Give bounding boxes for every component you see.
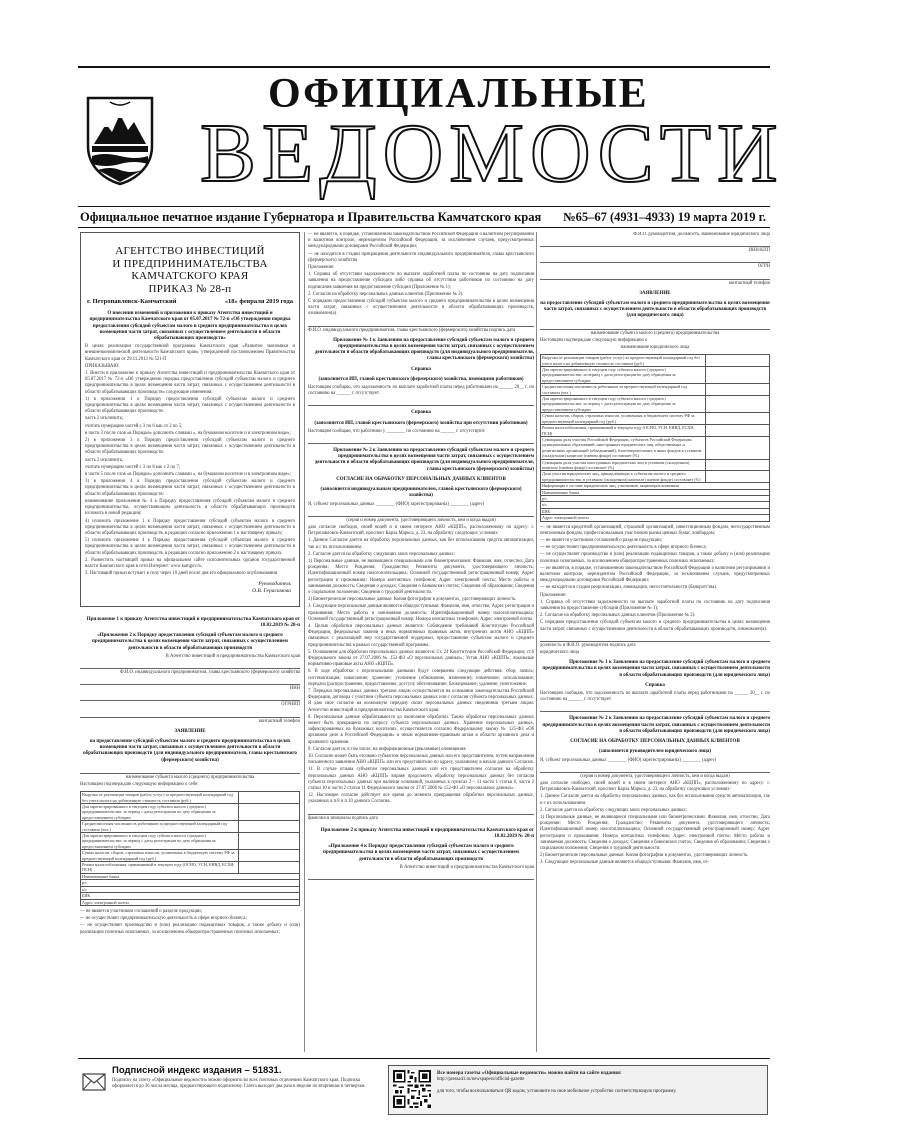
order-signature [89,581,291,593]
table-row [541,384,770,396]
col3-field: контактный телефон [728,280,770,286]
fill-line [308,319,534,327]
fill-line [80,661,300,669]
col2-paragraph: Приложение: [308,265,335,271]
annex1-title-sub: на предоставление субсидий субъектам малого и среднего предпринимательства в целях возмещения части затрат, связанных с осуществлением деятельности в области обрабатывающих производств (для индивидуального предпринимателя, главы крестьянского (фермерского) хозяйства) [83,738,297,763]
order-paragraph: считать нумерацию частей с 3 по 8 как с 2 по 7; [85,464,181,470]
table-row [81,792,300,804]
kamchatka-crest-icon [84,94,156,186]
consent-paragraph: Я, субъект персональных данных ________ (ФИО) зарегистрирован(а) ________ (адрес) [308,501,485,507]
signer-title: Руководитель [258,581,291,588]
table-row [541,471,770,483]
col2-spravka1-text: Настоящим сообщаю, что задолженность по выплате заработной платы перед работниками на ______ 20__ г. по состоянию на ______ г. отсутствует. [308,385,534,397]
table-row [81,862,300,874]
masthead-title-line2: ВЕДОМОСТИ [200,107,784,200]
table-cell: Доля участия юридических лиц, принадлежащих к субъектам малого и среднего предпринимательства, в уставном (складочном) капитале (паевом фонде) составляет (%) [541,471,706,483]
table-cell: Наименование банка [541,489,770,495]
order-paragraph: 3) в приложении 4 к Порядку предоставления субсидий субъектам малого и среднего предпринимательства в целях возмещения части затрат, связанных с осуществлением деятельности в области обрабатывающих производств: [85,479,295,497]
table-row [541,436,770,459]
subscription-text: Подписку на газету «Официальные ведомости» можно оформить во всех почтовых отделениях Камчатского края. Подписка оформляется до 26 числа месяца, предшествующего подписному. Газета выходит два раза в неделю по вторникам и четвергам. [112,1078,366,1089]
qr-instruction: для того, чтобы воспользоваться QR кодом, установите на свое мобильное устройство соответствующую программу. [437,1089,677,1094]
masthead-subbar [78,206,770,228]
table-value-cell [238,862,299,874]
table-cell: Сумма налогов, сборов, страховых взносов, уплаченных в бюджетную систему РФ за предшествующий календарный год (руб.) [81,850,239,862]
table-cell: р/с [541,495,770,501]
signer-name: О.В. Герасимова [252,587,291,594]
order-paragraph: часть 2 исключить; [85,416,124,422]
fill-line [540,239,770,247]
table-cell: Среднесписочная численность работников за предшествующий календарный год составила (чел.) [541,384,706,396]
order-paragraph: В целях реализации государственной программы Камчатского края «Развитие экономики и внешнеэкономической деятельности Камчатского края», утвержденной постановлением Правительства Камчатского края от 29.11.2013 № 521-П [85,344,295,362]
annex1-name-hint: наименование субъекта малого (среднего) предпринимательства [125,774,255,780]
order-paragraph: наименование приложения № 4 к Порядку предоставления субсидий субъектам малого и среднего предпринимательства, осуществляющим деятельность в области обрабатывающих производств изложить в новой редакции; [85,498,295,517]
table-cell: Сумма налогов, сборов, страховых взносов, уплаченных в бюджетную систему РФ за предшествующий календарный год (руб.) [541,413,706,425]
table-value-cell [705,355,769,367]
col2-spravka2-sub: (заполняется ИП, главой крестьянского (фермерского) хозяйства при отсутствии работников) [314,420,528,426]
consent-paragraph: 2) Биометрические персональные данные: Копия фотографии в документах, удостоверяющих личность. [308,597,517,603]
consent-paragraph: Я, субъект персональных данных ________ (ФИО) зарегистрирован(а) ________ (адрес) [540,757,717,763]
consent-paragraph: 9. Согласие дается, в том числе, на информационные (рекламные) оповещения. [308,746,467,752]
subscription-info [78,1065,378,1115]
table-cell: Выручка от реализации товаров (работ, услуг) за предшествующий календарный год без учета налога на добавленную стоимость составила (руб.) [541,355,706,367]
consent-paragraph: 2. Согласие дается на обработку следующих моих персональных данных: [540,807,688,813]
col3-after-paragraph: — не осуществляет предпринимательскую деятельность в сфере игорного бизнеса; [540,545,707,551]
order-paragraph: 4) изложить приложение 1 к Порядку предоставления субсидий субъектам малого и среднего предпринимательства в целях возмещения части затрат, связанных с осуществлением деятельности в области обрабатывающих производств, в редакции согласно приложению 1 к настоящему приказу; [85,518,295,536]
consent-paragraph: даю согласие свободно, своей волей и в своем интересе АНО «КЦПП», расположенному по адресу: г. Петропавловск-Камчатский, проспект Карла Маркса, д. 23, на обработку следующих условиях: [308,524,534,537]
col3-after-paragraph: — не осуществляет производство и (или) реализацию подакцизных товаров, а также добычу и (или) реализацию полезных ископаемых, за исключением общераспространенных полезных ископаемых; [540,552,770,564]
table-value-cell [705,471,769,483]
fill-line [80,710,300,718]
table-cell: Наименование банка [81,873,300,879]
consent-paragraph: 10. Согласие может быть отозвано субъектом персональных данных или его представителем, путем направления письменного заявления АНО «КЦПП» или его представителю по адресу, указанному в начале данного Согласия. [308,754,534,766]
col3-title: ЗАЯВЛЕНИЕ [639,290,671,296]
table-row [541,396,770,413]
order-city: г. Петропавловск-Камчатский [87,298,177,305]
col3-after-paragraph: — не является участником соглашений о разделе продукции; [540,538,662,544]
col3-confirm-hint: наименование юридического лица [620,345,690,351]
agency-line2: И ПРЕДПРИНИМАТЕЛЬСТВА [112,257,268,270]
col3-field: Ф.И.О. руководителя, должность, наименование юридического лица [633,232,770,237]
col3-after-paragraph: — не находится в стадии реорганизации, ликвидации, несостоятельности (банкротства). [540,585,718,591]
table-value-cell [238,821,299,833]
table-row [81,833,300,850]
annex1-addressee: В Агентство инвестиций и предпринимательства Камчатского края [165,653,300,659]
col3-title-sub: на предоставление субсидий субъектам малого и среднего предпринимательства в целях возмещения части затрат, связанных с осуществлением деятельности в области обрабатывающих производств (для юридического лица) [540,301,770,319]
page-footer [78,1058,770,1119]
annex1-title: ЗАЯВЛЕНИЕ [174,728,206,734]
col3-after-paragraph: Приложение: [540,592,567,598]
order-number: ПРИКАЗ № 28-п [148,282,232,295]
col3-info-table [540,354,770,521]
masthead-title-line1: ОФИЦИАЛЬНЫЕ [268,71,649,117]
consent-paragraph: 1) Персональные данные, не являющиеся специальными или биометрическими: Фамилия, имя, отчество; Дата рождения; Место Рождения; Гражданство; Реквизиты документа, удостоверяющего личность; Идентификационный номер налогоплательщика; Основной государственный регистрационный номер; Адрес регистрации и проживания; Номера контактных телефонов; Адрес электронной почты; Место работы и занимаемая должность; Сведения о доходах; Сведения о банковских счетах; Сведения об образовании; Сведения о социальном положении; Сведения о трудовой деятельности. [308,558,534,595]
consent-paragraph: 5. Основанием для обработки персональных данных являются: Ст. 24 Конституции Российской Федерации; ст.6 Федерального закона от 27.07.2006 № 152-ФЗ «О персональных данных»; Устав АНО «КЦПП»; локальные нормативно-правовые акты АНО «КЦПП». [308,649,534,668]
col3-after-paragraph: 1. Справка об отсутствии задолженности по выплате заработной платы по состоянию на дату подписания заявления на предоставление субсидии (Приложение № 1); [540,599,770,612]
agency-line3: КАМЧАТСКОГО КРАЯ [131,270,249,282]
table-row [81,804,300,821]
column-divider [536,232,537,1052]
table-cell: Для зарегистрированного в текущем году субъекта малого (среднего) предпринимательства: за период с даты регистрации по дату обращения за предоставлением субсидии [81,804,239,821]
consent-paragraph: (серия и номер документа, удостоверяющего личность, кем и когда выдан) [580,773,730,779]
consent-paragraph: даю согласие свободно, своей волей и в своем интересе АНО «КЦПП», расположенному по адресу: г. Петропавловск-Камчатский, проспект Карла Маркса, д. 23, на обработку следующих условиях: [540,780,770,793]
col2-consent-sign: фамилия и инициалы подпись дата [308,815,378,821]
table-cell: к/с [81,886,300,892]
annex1-field-inn: ИНН [289,686,300,692]
table-row [541,515,770,521]
city-date-row [87,299,293,305]
col2-consent-sub: (заполняется индивидуальным предпринимателем, главой крестьянского (фермерского) хозяйства) [320,487,522,499]
col3-app2-header: Приложение № 2 к Заявлению на предоставление субсидий субъектам малого и среднего предпринимательства в целях возмещения части затрат, связанных с осуществлением деятельности в области обрабатывающих производств (для юридического лица) [542,716,770,734]
agency-header [85,245,295,295]
col2-app2-header: Приложение № 2 к Заявлению на предоставление субсидий субъектам малого и среднего предпринимательства в целях возмещения части затрат, связанных с осуществлением деятельности в области обрабатывающих производств (для индивидуального предпринимателя, главы крестьянского (фермерского) хозяйства) [314,448,534,472]
fill-line [308,436,534,444]
annex1-subheader: «Приложение 2 к Порядку предоставления субсидий субъектам малого и среднего предпринимательства в целях возмещения части затрат, связанных с осуществлением деятельности в области обрабатывающих производств [92,633,288,651]
table-cell: БИК [81,893,300,899]
website-title: Все номера газеты «Официальные ведомости» можно найти на сайте издания: [437,1070,622,1076]
consent-paragraph: 3. Следующие персональные данные являются общедоступными: Фамилия, имя, отчество; Адрес регистрации и проживания; Место работы и занимаемая должность; Идентификационный номер налогоплательщика; Основной государственный регистрационный номер; Номера контактных телефонов; Адрес электронной почты. [308,604,534,622]
website-url[interactable]: http://pressa41.ru/newspapers/official-gazette [437,1077,525,1082]
consent-paragraph: 3. Следующие персональные данные являются общедоступными: Фамилия, имя, от- [540,860,709,866]
consent-paragraph: 7. Передача персональных данных третьим лицам осуществляется на основании законодательства Российской Федерации, договора с участием субъекта персональных данных или с согласия субъекта персональных данных. Я даю свое согласие на возможную передачу своих персональных данных сведениями третьим лицам: Агентство инвестиций и предпринимательства Камчатского края. [308,688,534,713]
table-row [541,355,770,367]
table-cell: БИК [541,508,770,514]
column-1 [80,232,300,1052]
consent-paragraph: 8. Персональные данные обрабатываются до окончания обработки. Также обработка персональных данных может быть прекращена по запросу субъекта персональных данных. Хранение персональных данных, зафиксированных на бумажных носителях, осуществляется согласно Федеральному закону № 125-ФЗ «Об архивном деле в Российской Федерации» и иным нормативно-правовым актам в области архивного дела и архивного хранения. [308,714,534,745]
col3-field: ОГРН [757,264,770,270]
annex1-field-phone: контактный телефон [258,718,300,724]
table-value-cell [238,850,299,862]
order-box [80,232,300,607]
col3-sign-row: должность и Ф.И.О. руководителя подпись дата [540,642,636,648]
order-paragraph: ПРИКАЗЫВАЮ: [85,363,120,369]
consent-paragraph: 4. Целью обработки персональных данных является: Соблюдение требований Конституции Российской Федерации, федеральных законов и иных нормативных правовых актов, внутренних актов АНО «КЦПП» связанных с реализацией мер государственной поддержки, предоставление субъектам малого и среднего предпринимательства в рамках государственной программы. [308,623,534,648]
col3-confirm: Настоящим подтверждаю следующую информацию о [540,337,648,343]
agency-line1: АГЕНТСТВО ИНВЕСТИЦИЙ [115,245,265,257]
annex2-subheader: «Приложение 4 к Порядку предоставления субсидий субъектам малого и среднего предпринимательства в целях возмещения части затрат, связанных с осуществлением деятельности в области обрабатывающих производств [323,844,519,862]
masthead-subtitle: Официальное печатное издание Губернатора и Правительства Камчатского края [80,210,542,224]
order-paragraph: часть 2 исключить; [85,457,124,463]
order-paragraph: 3. Настоящий приказ вступает в силу через 10 дней после дня его официального опубликования. [85,571,279,577]
annex2-header: Приложение 2 к приказу Агентства инвестиций и предпринимательства Камчатского края от 18.02.2019 № 28-п [320,827,534,840]
table-value-cell [238,804,299,821]
table-cell: Для зарегистрированного в текущем году субъекта малого (среднего) предпринимательства: за период с даты регистрации по дату обращения за предоставлением субсидии [81,833,239,850]
order-paragraph: в части 3 после слов «в Порядке» дополнить словами «, на бумажном носителе и в электронном виде»; [85,430,291,436]
table-value-cell [705,367,769,384]
col2-paragraph: С порядком предоставления субсидий субъектам малого и среднего предпринимательства в целях возмещения части затрат, связанных с осуществлением деятельности в области обрабатывающих производств, ознакомлен(а). [308,299,534,317]
fill-line [80,677,300,685]
issue-number-date: №65–67 (4931–4933) 19 марта 2019 г. [563,210,766,224]
fill-line [540,272,770,280]
consent-paragraph: 6. В ходе обработки с персональными данными будут совершены следующие действия: сбор; запись; систематизация; накопление; хранение; уточнение (обновление, изменение); извлечение; использование; передача (распространение, предоставление, доступ); обезличивание; блокирование; удаление; уничтожение. [308,669,534,687]
col3-sign-row2: юридического лица [540,650,580,656]
col2-spravka2-text: Настоящим сообщаю, что работники у ________ по состоянию на ______ г. отсутствуют. [308,428,486,434]
col3-consent-title: СОГЛАСИЕ НА ОБРАБОТКУ ПЕРСОНАЛЬНЫХ ДАННЫХ КЛИЕНТОВ [570,739,740,745]
consent-paragraph: 11. В случае отзыва субъектом персональных данных или его представителем согласия на обработку персональных данных АНО «КЦПП» вправе продолжить обработку персональных данных без согласия субъекта персональных данных при наличии оснований, указанных в пунктах 2 – 11 части 1 статьи 6, части 2 статьи 10 и части 2 статьи 11 Федерального закона от 27.07.2006 № 152-ФЗ «О персональных данных». [308,767,534,792]
fill-line [308,807,534,815]
fill-line [80,766,300,774]
consent-paragraph: 1. Данное Согласие дается на обработку персональных данных, как без использования средств автоматизации, так и с их использованием. [308,538,534,550]
annex1-info-table [80,791,300,906]
table-cell: Выручка от реализации товаров (работ, услуг) за предшествующий календарный год без учета налога на добавленную стоимость составила (руб.) [81,792,239,804]
table-row [81,899,300,905]
subscription-index: Подписной индекс издания – 51831. [112,1065,282,1076]
table-row [81,850,300,862]
table-row [541,459,770,471]
consent-paragraph: 2) Биометрические персональные данные: Копия фотографии в документах, удостоверяющих личность. [540,853,749,859]
consent-paragraph: 12. Настоящее согласие действует все время до момента прекращения обработки персональных данных, указанных в п.8 и п.10 данного Согласия. [308,793,534,805]
fill-line [540,322,770,330]
col3-field: ИНН/КПП [748,248,770,254]
fill-line [308,509,534,517]
order-date: «18» февраля 2019 года [224,298,293,305]
col2-spravka1-sub: (заполняется ИП, главой крестьянского (фермерского) хозяйства, имеющими работников) [318,376,524,382]
annex1-field-ogrnip: ОГРНИП [281,702,300,708]
table-row [541,367,770,384]
consent-paragraph: 1) Персональные данные, не являющиеся специальными или биометрическими: Фамилия, имя, отчество; Дата рождения; Место Рождения; Гражданство; Реквизиты документа, удостоверяющего личность; Идентификационный номер налогоплательщика; Основной государственный регистрационный номер; Адрес регистрации и проживания; Номера контактных телефонов; Адрес электронной почты; Место работы и занимаемая должность; Сведения о доходах; Сведения о банковских счетах; Сведения об образовании; Сведения о социальном положении; Сведения о трудовой деятельности. [540,814,770,851]
col2-sign-row: Ф.И.О. индивидуального предпринимателя, главы крестьянского (фермерского) хозяйства подпись дата [308,327,516,333]
order-paragraph: в части 5 после слов «в Порядке» дополнить словами «, на бумажном носителе и в электронном виде»; [85,472,291,478]
col2-paragraph: — не находится в стадии прекращения деятельности индивидуального предпринимателя, главы крестьянского (фермерского) хозяйства [308,251,534,263]
table-cell: Суммарная доля участия иностранных юридических лиц в уставном (складочном) капитале (паевом фонде) составляет (%) [541,459,706,471]
consent-paragraph: (серия и номер документа, удостоверяющего личность, кем и когда выдан) [346,517,496,523]
order-paragraph: 1. Внести в приложение к приказу Агентства инвестиций и предпринимательства Камчатского края от 05.07.2017 № 72-п «Об утверждении порядка предоставления субсидий субъектам малого и среднего предпринимательства в целях возмещения части затрат, связанных с осуществлением деятельности в области обрабатывающих производств» следующие изменения: [85,371,295,395]
table-value-cell [705,384,769,396]
consent-paragraph: 1. Данное Согласие дается на обработку персональных данных, как без использования средств автоматизации, так и с их использованием. [540,794,770,806]
website-text-block [437,1070,757,1095]
annex1-after-paragraph: — не осуществляет предпринимательскую деятельность в сфере игорного бизнеса; [80,916,247,922]
column-divider [304,232,305,1052]
table-cell: Режим налогообложения, применяемый в текущем году (ОСНО, УСН, ЕНВД, ЕСХН, ПСН) [81,862,239,874]
table-cell: к/с [541,502,770,508]
table-cell: Адрес электронной почты [541,515,770,521]
website-box [388,1065,768,1115]
consent-paragraph: 2. Согласие дается на обработку следующих моих персональных данных: [308,551,456,557]
table-value-cell [705,396,769,413]
col2-paragraph: 2. Согласие на обработку персональных данных клиентов (Приложение № 2). [308,291,464,297]
column-3 [540,232,770,1052]
col3-after-paragraph: — не является кредитной организацией, страховой организацией, инвестиционным фондом, негосударственным пенсионным фондом, профессиональным участником рынка ценных бумаг, ломбардом; [540,524,770,536]
col3-after-paragraph: 2. Согласие на обработку персональных данных клиентов (Приложение № 2). [540,613,696,619]
table-value-cell [705,413,769,425]
col2-app1-header: Приложение № 1 к Заявлению на предоставление субсидий субъектам малого и среднего предпринимательства в целях возмещения части затрат, связанных с осуществлением деятельности в области обрабатывающих производств (для индивидуального предпринимателя, главы крестьянского (фермерского) хозяйства) [314,337,534,362]
fill-line [308,872,534,880]
table-cell: Адрес электронной почты [81,899,300,905]
table-row [541,425,770,437]
fill-line [308,398,534,406]
annex2-addressee: В Агентство инвестиций и предпринимательства Камчатского края [399,864,534,870]
table-cell: Для зарегистрированного в текущем году субъекта малого (среднего) предпринимательства: за период с даты регистрации по дату обращения за предоставлением субсидии [541,367,706,384]
col2-paragraph: 1. Справка об отсутствии задолженности по выплате заработной платы по состоянию на дату подписания заявления на предоставление субсидии либо справка об отсутствии работников по состоянию на дату подписания заявления на предоставление субсидии (Приложение № 1); [308,272,534,290]
fill-line [540,704,770,712]
website-info [388,1065,768,1115]
table-value-cell [238,792,299,804]
masthead [78,66,784,218]
fill-line [540,765,770,773]
order-paragraph: 2. Разместить настоящий приказ на официальном сайте исполнительных органов государственной власти Камчатского края в сети Интернет: www.kamgov.ru. [85,557,295,569]
annex1-after-paragraph: — не осуществляет производство и (или) реализацию подакцизных товаров, а также добычу и (или) реализацию полезных ископаемых, за исключением общераспространенных полезных ископаемых; [80,923,300,935]
col3-name-hint: наименование субъекта малого (среднего) предпринимательства [590,330,720,336]
table-cell: Среднесписочная численность работников за предшествующий календарный год составила (чел.) [81,821,239,833]
col3-consent-sub: (заполняется руководителем юридического лица) [598,749,712,755]
annex1-after-paragraph: — не является участником соглашений о разделе продукции; [80,908,202,914]
order-heading: О внесении изменений в приложения к приказу Агентства инвестиций и предпринимательства Камчатского края от 05.07.2017 № 72-п «Об утверждении порядка предоставления субсидий субъектам малого и среднего предпринимательства в целях возмещения части затрат, связанных с осуществлением деятельности в области обрабатывающих производств» [89,311,291,342]
table-value-cell [238,833,299,850]
order-paragraph: 1) в приложении 1 к Порядку предоставления субсидий субъектам малого и среднего предпринимательства в целях возмещения части затрат, связанных с осуществлением деятельности в области обрабатывающих производств: [85,396,295,415]
table-cell: Для зарегистрированного в текущем году субъекта малого (среднего) предпринимательства: за период с даты регистрации по дату обращения за предоставлением субсидии [541,396,706,413]
col3-app1-header: Приложение № 1 к Заявлению на предоставление субсидий субъектам малого и среднего предпринимательства в целях возмещения части затрат, связанных с осуществлением деятельности в области обрабатывающих производств (для юридического лица) [542,660,770,678]
table-cell: Суммарная доля участия Российской Федерации, субъектов Российской Федерации, муниципальных образований, иностранных юридических лиц, общественных и религиозных организаций (объединений), благотворительных и иных фондов в уставном (складочном) капитале (паевом фонде) составляет (%) [541,436,706,459]
table-value-cell [705,459,769,471]
column-2 [308,232,534,1052]
envelope-icon [82,1073,106,1091]
col3-after-paragraph: — не является, в порядке, установленном законодательством Российской Федерации о валютном регулировании и валютном контроле, нерезидентом Российской Федерации, за исключением случаев, предусмотренных международными договорами Российской Федерации; [540,565,770,584]
table-row [81,821,300,833]
table-cell: Информация о составе юридических лиц, участников, акционеров компании [541,483,770,489]
annex1-confirm: Настоящим подтверждаю следующую информацию о себе: [80,781,199,787]
col2-consent-title: СОГЛАСИЕ НА ОБРАБОТКУ ПЕРСОНАЛЬНЫХ ДАННЫХ КЛИЕНТОВ [336,476,506,482]
qr-code-icon [393,1070,431,1108]
annex1-header: Приложение 1 к приказу Агентства инвестиций и предпринимательства Камчатского края от 18.02.2019 № 28-п [86,616,300,628]
col3-spravka-title: Справка [645,682,665,688]
col3-after-paragraph: С порядком предоставления субсидий субъектам малого и среднего предпринимательства в целях возмещения части затрат, связанных с осуществлением деятельности в области обрабатывающих производств, ознакомлен(а). [540,620,770,632]
fill-line [80,693,300,701]
order-paragraph: 2) в приложении 3 к Порядку предоставления субсидий субъектам малого и среднего предпринимательства в целях возмещения части затрат, связанных с осуществлением деятельности в области обрабатывающих производств: [85,438,295,456]
fill-line [540,255,770,263]
col3-spravka-text: Настоящим сообщаю, что задолженность по выплате заработной платы перед работниками на ______ 20__ г. по состоянию на ______ г. отсутствует. [540,691,770,703]
table-value-cell [705,425,769,437]
table-cell: р/с [81,880,300,886]
order-paragraph: считать нумерацию частей с 3 по 6 как со 2 по 5; [85,423,183,429]
col2-spravka2-title: Справка [411,410,431,416]
annex1-fio-hint: Ф.И.О. индивидуального предпринимателя, главы крестьянского (фермерского) хозяйства [120,669,300,675]
table-value-cell [705,436,769,459]
col2-paragraph: — не является, в порядке, установленном законодательством Российской Федерации о валютном регулировании и валютном контроле, нерезидентом Российской Федерации, за исключением случаев, предусмотренных международными договорами Российской Федерации; [308,232,534,250]
table-cell: Режим налогообложения, применяемый в текущем году (ОСНО, УСН, ЕНВД, ЕСХН, ПСН) [541,425,706,437]
order-paragraph: 5) изложить приложение 4 к Порядку предоставления субсидий субъектам малого и среднего предпринимательства в целях возмещения части затрат, связанных с осуществлением деятельности в области обрабатывающих производств, в редакции согласно приложению 2 к настоящему приказу. [85,538,295,556]
fill-line [540,634,770,642]
table-row [541,413,770,425]
col2-spravka1-title: Справка [411,366,431,372]
